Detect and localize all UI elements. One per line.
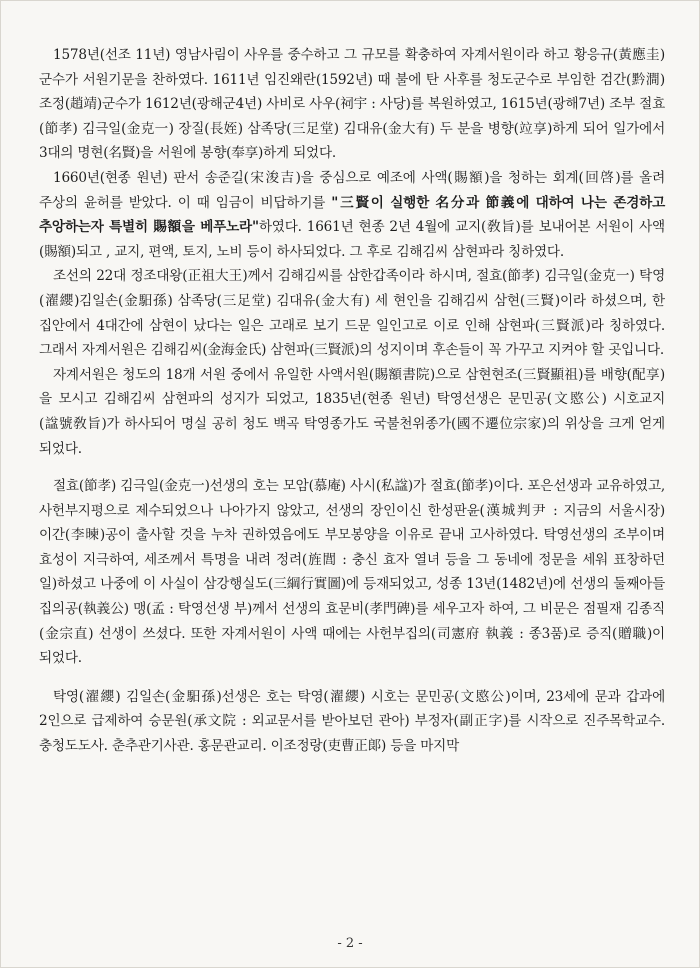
paragraph-text: 자계서원은 청도의 18개 서원 중에서 유일한 사액서원(賜額書院)으로 삼현현조(三賢顯祖)를 배향(配享)을 모시고 김해김씨 삼현파의 성지가 되었고, 1835년(현종 원년) 탁영선생은 문민공(文愍公) 시호교지(諡號敎旨)가 하사되어 명실 공히 청도 백곡 탁영종가도 국불천위종가(國不遷位宗家)의 위상을 크게 얻게 되었다. [39,366,665,457]
paragraph-text: 절효(節孝) 김극일(金克一)선생의 호는 모암(慕庵) 사시(私諡)가 절효(節孝)이다. 포은선생과 교유하였고, 사헌부지평으로 제수되었으나 나아가지 않았고, 선생의 장인이신 한성판윤(漢城判尹 : 지금의 서울시장) 이간(李暕)공이 출사할 것을 누차 권하였음에도 부모봉양을 이유로 끝내 고사하였다. 탁영선생의 조부이며 효성이 지극하여, 세조께서 특명을 내려 정려(旌閭 : 충신 효자 열녀 등을 그 동네에 정문을 세워 표창하던 일)하셨고 나중에 이 사실이 삼강행실도(三綱行實圖)에 등재되었고, 성종 13년(1482년)에 선생의 둘째아들 집의공(執義公) 맹(孟 : 탁영선생 부)께서 선생의 효문비(孝門碑)를 세우고자 하여, 그 비문은 점필재 김종직(金宗直) 선생이 쓰셨다. 또한 자계서원이 사액 때에는 사헌부집의(司憲府 執義 : 종3품)로 증직(贈職)이 되었다. [39,478,665,667]
paragraph-text: 1660년(현종 원년) 판서 송준길(宋浚吉)을 중심으로 예조에 사액(賜額)을 청하는 회계(回啓)를 올려 주상의 윤허를 받았다. 이 때 임금이 비답하기를 [39,169,665,211]
paragraph-seowon-history [39,43,665,166]
paragraph-text: 1578년(선조 11년) 영남사림이 사우를 중수하고 그 규모를 확충하여 자계서원이라 하고 황응규(黃應圭)군수가 서원기문을 찬하였다. 1611년 임진왜란(1592년) 때 불에 탄 사후를 청도군수로 부임한 검간(黔澗) 조정(趙靖)군수가 1612년(광해군4년) 사비로 사우(祠宇 : 사당)를 복원하였고, 1615년(광해7년) 조부 절효(節孝) 김극일(金克一) 장질(長姪) 삼족당(三足堂) 김대유(金大有) 두 분을 병향(竝享)하게 되어 일가에서 3대의 명현(名賢)을 서원에 봉향(奉享)하게 되었다. [39,47,665,162]
paragraph-text: 하였다. 1661년 현종 2년 4월에 교지(敎旨)를 보내어본 서원이 사액(賜額)되고 , 교지, 편액, 토지, 노비 등이 하사되었다. 그 후로 김해김씨 삼현파라 칭하였다. [39,219,665,260]
paragraph-jagye-seowon [39,363,665,461]
paragraph-text: 탁영(濯纓) 김일손(金馹孫)선생은 호는 탁영(濯纓) 시호는 문민공(文愍公)이며, 23세에 문과 갑과에 2인으로 급제하여 승문원(承文院 : 외교문서를 받아보던 관아) 부정자(副正字)를 시작으로 진주목학교수. 충청도도사. 춘추관기사관. 홍문관교리. 이조정랑(吏曹正郞) 등을 마지막 [39,688,665,755]
paragraph-text: 조선의 22대 정조대왕(正祖大王)께서 김해김씨를 삼한갑족이라 하시며, 절효(節孝) 김극일(金克一) 탁영(濯纓)김일손(金馹孫) 삼족당(三足堂) 김대유(金大有) 세 현인을 김해김씨 삼현(三賢)이라 하셨으며, 한 집안에서 4대간에 삼현이 났다는 일은 고래로 보기 드문 일인고로 이로 인해 삼현파(三賢派)라 칭하였다. 그래서 자계서원은 김해김씨(金海金氏) 삼현파(三賢派)의 성지이며 후손들이 꼭 가꾸고 지켜야 할 곳입니다. [39,268,665,359]
paragraph-samhyeon [39,264,665,362]
document-body [39,43,665,759]
paragraph-royal-grant [39,166,665,264]
royal-quote: "三賢이 실행한 名分과 節義에 대하여 나는 존경하고 추앙하는자 특별히 賜額을 베푸노라" [39,194,665,236]
page-number: - 2 - [337,936,363,951]
paragraph-kim-geukil [39,474,665,671]
paragraph-kim-ilson [39,685,665,759]
